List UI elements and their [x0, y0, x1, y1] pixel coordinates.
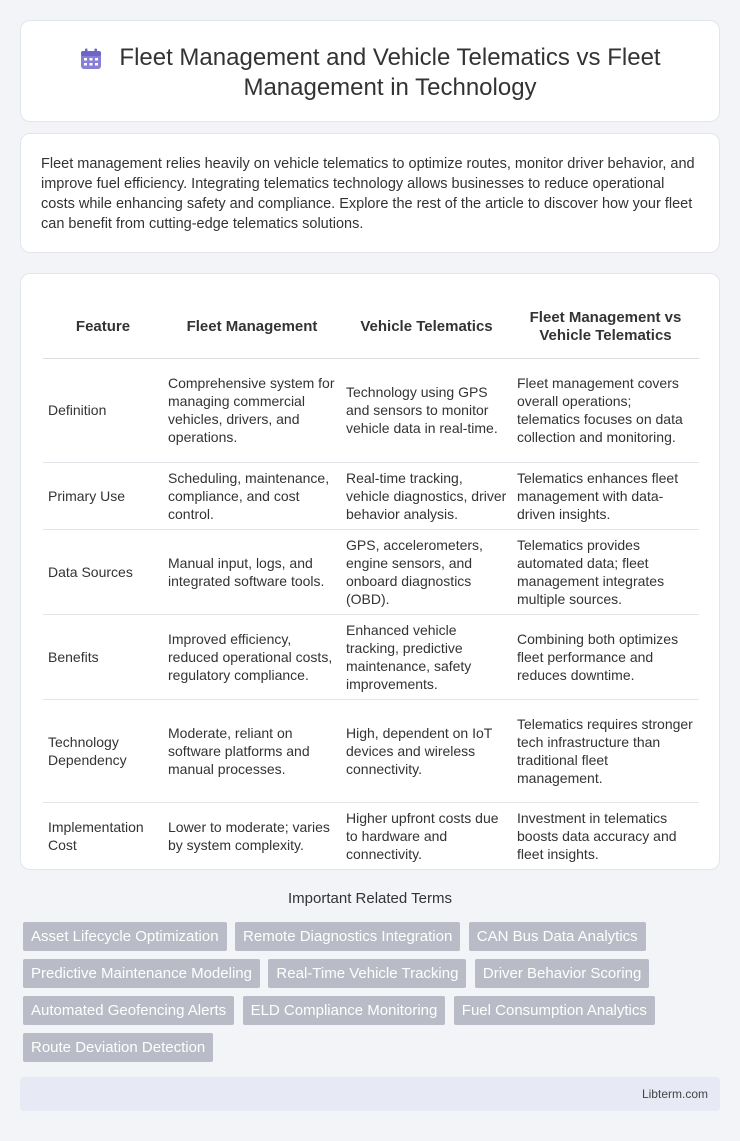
table-cell: GPS, accelerometers, engine sensors, and onboard diagnostics (OBD). [341, 529, 512, 614]
related-term-tag[interactable]: Asset Lifecycle Optimization [23, 922, 227, 951]
table-row [43, 529, 699, 614]
table-cell: Fleet management covers overall operations; telematics focuses on data collection and monitoring. [512, 358, 699, 462]
related-terms-heading: Important Related Terms [288, 890, 452, 907]
table-cell: Investment in telematics boosts data accuracy and fleet insights. [512, 802, 699, 869]
table-header-row [43, 296, 699, 358]
header-vehicle-telematics: Vehicle Telematics [341, 296, 512, 358]
related-term-tag[interactable]: Driver Behavior Scoring [475, 959, 649, 988]
table-cell: Manual input, logs, and integrated software tools. [163, 529, 341, 614]
page-title: Fleet Management and Vehicle Telematics vs Fleet Management in Technology [119, 44, 661, 101]
table-cell: Combining both optimizes fleet performance and reduces downtime. [512, 614, 699, 699]
comparison-table [43, 296, 699, 870]
table-cell: Definition [43, 358, 163, 462]
table-cell: Higher upfront costs due to hardware and connectivity. [341, 802, 512, 869]
related-term-tag[interactable]: Fuel Consumption Analytics [454, 996, 655, 1025]
title-card [20, 20, 720, 122]
related-term-tag[interactable]: Real-Time Vehicle Tracking [268, 959, 466, 988]
header-feature: Feature [43, 296, 163, 358]
related-term-tag[interactable]: Remote Diagnostics Integration [235, 922, 460, 951]
table-row [43, 358, 699, 462]
footer [20, 1077, 720, 1111]
table-row [43, 614, 699, 699]
table-row [43, 699, 699, 802]
table-cell: Telematics provides automated data; fleet management integrates multiple sources. [512, 529, 699, 614]
related-term-tag[interactable]: Automated Geofencing Alerts [23, 996, 234, 1025]
header-fleet-management: Fleet Management [163, 296, 341, 358]
intro-card [20, 133, 720, 253]
table-cell: Comprehensive system for managing commercial vehicles, drivers, and operations. [163, 358, 341, 462]
table-cell: Telematics requires stronger tech infrastructure than traditional fleet management. [512, 699, 699, 802]
table-cell: Lower to moderate; varies by system complexity. [163, 802, 341, 869]
table-cell: Scheduling, maintenance, compliance, and cost control. [163, 462, 341, 529]
related-term-tag[interactable]: ELD Compliance Monitoring [243, 996, 446, 1025]
related-term-tag[interactable]: CAN Bus Data Analytics [469, 922, 646, 951]
related-terms-list [23, 922, 713, 1070]
table-cell: Primary Use [43, 462, 163, 529]
table-row [43, 802, 699, 869]
table-cell: Implementation Cost [43, 802, 163, 869]
table-cell: High, dependent on IoT devices and wireless connectivity. [341, 699, 512, 802]
table-cell: Benefits [43, 614, 163, 699]
comparison-table-card [20, 273, 720, 870]
related-term-tag[interactable]: Predictive Maintenance Modeling [23, 959, 260, 988]
intro-paragraph: Fleet management relies heavily on vehicle telematics to optimize routes, monitor driver behavior, and improve fuel efficiency. Integrating telematics technology allows businesses to reduce operational costs while enhancing safety and compliance. Explore the rest of the article to discover how your fleet can benefit from cutting-edge telematics solutions. [41, 156, 695, 232]
table-cell: Telematics enhances fleet management with data-driven insights. [512, 462, 699, 529]
table-cell: Technology Dependency [43, 699, 163, 802]
table-cell: Moderate, reliant on software platforms and manual processes. [163, 699, 341, 802]
table-cell: Technology using GPS and sensors to monitor vehicle data in real-time. [341, 358, 512, 462]
table-cell: Data Sources [43, 529, 163, 614]
table-cell: Enhanced vehicle tracking, predictive maintenance, safety improvements. [341, 614, 512, 699]
table-cell: Real-time tracking, vehicle diagnostics, driver behavior analysis. [341, 462, 512, 529]
footer-site-link[interactable]: Libterm.com [641, 1087, 708, 1101]
table-cell: Improved efficiency, reduced operational costs, regulatory compliance. [163, 614, 341, 699]
related-term-tag[interactable]: Route Deviation Detection [23, 1033, 213, 1062]
table-row [43, 462, 699, 529]
header-comparison: Fleet Management vs Vehicle Telematics [512, 296, 699, 358]
